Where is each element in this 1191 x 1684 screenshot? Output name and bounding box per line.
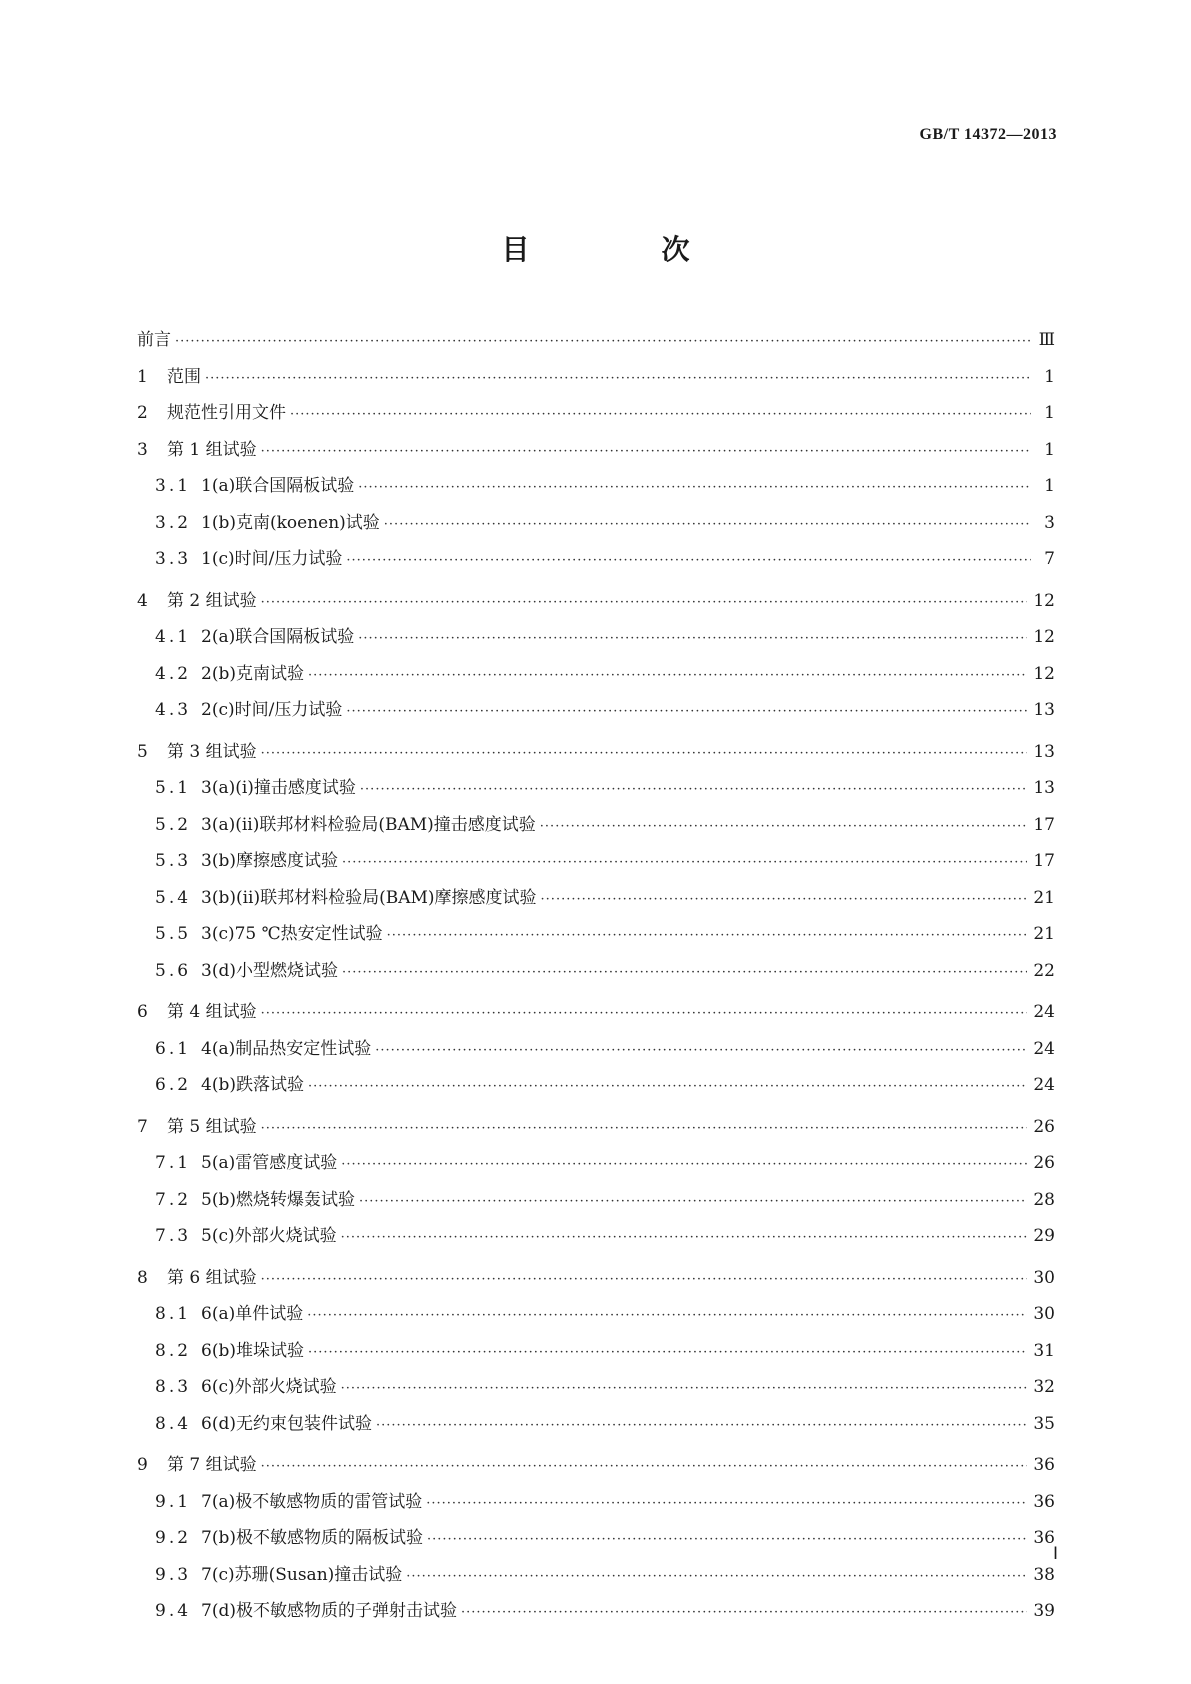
toc-entry-page[interactable]: 36 [1033,1491,1055,1512]
toc-entry-title[interactable]: 5(b)燃烧转爆轰试验 [201,1189,355,1210]
toc-entry-title[interactable]: 6(c)外部火烧试验 [201,1377,337,1397]
toc-dot-leader [358,629,1027,649]
toc-entry-page[interactable]: 24 [1033,1075,1055,1095]
toc-entry-title[interactable]: 3(d)小型燃烧试验 [201,960,338,981]
toc-entry-number: 6.1 [155,1038,192,1059]
toc-entry[interactable] [137,1268,1055,1290]
toc-dot-leader [261,593,1028,613]
toc-entry-title[interactable]: 范围 [167,366,201,387]
toc-entry-title[interactable]: 6(a)单件试验 [201,1304,304,1324]
toc-entry-title[interactable]: 3(b)(ii)联邦材料检验局(BAM)摩擦感度试验 [201,887,537,908]
toc-entry-title[interactable]: 前言 [137,330,171,350]
toc-dot-leader [341,1379,1028,1399]
toc-entry[interactable] [137,664,1055,686]
toc-entry-title[interactable]: 2(a)联合国隔板试验 [201,627,355,647]
toc-entry[interactable] [137,742,1055,764]
toc-dot-leader [346,702,1027,722]
toc-entry-page[interactable]: 12 [1033,627,1055,647]
toc-entry-title[interactable]: 4(b)跌落试验 [201,1075,304,1095]
toc-entry-page[interactable]: 1 [1044,476,1055,496]
toc-entry[interactable] [137,476,1055,498]
toc-entry-number: 9.4 [155,1601,192,1621]
toc-entry[interactable] [137,924,1055,946]
toc-entry[interactable] [137,1226,1055,1248]
toc-entry-number: 7.2 [155,1189,192,1210]
toc-entry-page[interactable]: 36 [1033,1528,1055,1548]
toc-dot-leader [261,1270,1028,1290]
standard-code: GB/T 14372—2013 [919,126,1057,143]
toc-entry-number: 3.3 [155,549,192,569]
toc-entry-number: 4 [137,590,151,611]
toc-entry-number: 3.2 [155,512,192,533]
toc-dot-leader [261,1004,1028,1024]
toc-dot-leader [375,1041,1027,1061]
toc-entry-number: 6.2 [155,1075,192,1095]
toc-entry-page[interactable]: 21 [1033,887,1055,908]
toc-dot-leader [541,890,1028,910]
toc-entry-page[interactable]: 31 [1033,1340,1055,1361]
toc-entry-page[interactable]: 29 [1033,1226,1055,1246]
toc-entry[interactable] [137,815,1055,837]
toc-entry-page[interactable]: 39 [1033,1601,1055,1621]
toc-entry-number: 4.1 [155,627,192,647]
toc-entry-number: 7.3 [155,1226,192,1246]
toc-dot-leader [376,1416,1027,1436]
toc-entry[interactable] [137,888,1055,910]
toc-entry-number: 8.1 [155,1304,192,1324]
toc-entry[interactable] [137,367,1055,389]
toc-entry-page[interactable]: 30 [1033,1267,1055,1288]
toc-dot-leader [290,405,1031,425]
toc-entry-number: 5.3 [155,851,192,871]
toc-entry[interactable] [137,330,1055,352]
toc-dot-leader [387,926,1028,946]
toc-entry-number: 2 [137,403,151,423]
toc-entry-number: 3.1 [155,476,192,496]
table-of-contents [137,330,1055,1623]
toc-entry-title[interactable]: 5(a)雷管感度试验 [201,1153,338,1173]
toc-entry-page[interactable]: 26 [1033,1153,1055,1173]
toc-entry-title[interactable]: 3(a)(ii)联邦材料检验局(BAM)撞击感度试验 [201,814,536,835]
toc-entry[interactable] [137,778,1055,800]
toc-entry-title[interactable]: 7(b)极不敏感物质的隔板试验 [201,1528,423,1548]
toc-dot-leader [307,1306,1027,1326]
toc-entry-page[interactable]: 1 [1044,439,1055,460]
toc-entry-number: 9.3 [155,1564,192,1585]
toc-entry-title[interactable]: 1(c)时间/压力试验 [201,549,343,569]
toc-entry-number: 4.2 [155,663,192,684]
toc-entry-number: 7 [137,1116,151,1137]
toc-entry[interactable] [137,1341,1055,1363]
toc-entry-title[interactable]: 3(b)摩擦感度试验 [201,851,338,871]
toc-entry-page[interactable]: Ⅲ [1038,330,1055,350]
toc-entry-title[interactable]: 2(c)时间/压力试验 [201,700,343,720]
toc-entry-number: 7.1 [155,1153,192,1173]
toc-entry-number: 5 [137,741,151,762]
toc-dot-leader [261,442,1031,462]
toc-entry[interactable] [137,513,1055,535]
toc-entry-page[interactable]: 24 [1033,1038,1055,1059]
toc-entry-title[interactable]: 7(a)极不敏感物质的雷管试验 [201,1491,423,1512]
toc-entry-title[interactable]: 规范性引用文件 [167,403,286,423]
toc-entry-title[interactable]: 3(c)75 ℃热安定性试验 [201,924,383,944]
toc-dot-leader [384,515,1031,535]
toc-entry-page[interactable]: 24 [1033,1002,1055,1022]
toc-entry[interactable] [137,1414,1055,1436]
toc-entry[interactable] [137,700,1055,722]
toc-entry-number: 8 [137,1267,151,1288]
toc-entry-page[interactable]: 1 [1044,366,1055,387]
toc-dot-leader [427,1530,1027,1550]
toc-entry-page[interactable]: 32 [1033,1377,1055,1397]
toc-entry-page[interactable]: 1 [1044,403,1055,423]
toc-entry-number: 5.2 [155,814,192,835]
toc-entry-title[interactable]: 7(c)苏珊(Susan)撞击试验 [201,1564,403,1585]
toc-entry[interactable] [137,1039,1055,1061]
toc-entry[interactable] [137,1377,1055,1399]
toc-entry[interactable] [137,961,1055,983]
toc-entry-page[interactable]: 35 [1033,1413,1055,1434]
toc-dot-leader [346,551,1031,571]
toc-entry-number: 3 [137,439,151,460]
toc-entry-title[interactable]: 第 7 组试验 [167,1455,257,1475]
toc-entry[interactable] [137,403,1055,425]
toc-entry-number: 9.1 [155,1491,192,1512]
toc-dot-leader [341,1155,1027,1175]
toc-entry-number: 6 [137,1002,151,1022]
toc-dot-leader [261,1119,1028,1139]
toc-entry-title[interactable]: 第 5 组试验 [167,1116,257,1137]
toc-entry[interactable] [137,1153,1055,1175]
toc-entry[interactable] [137,1601,1055,1623]
toc-entry[interactable] [137,1002,1055,1024]
toc-entry-number: 9.2 [155,1528,192,1548]
toc-entry-page[interactable]: 17 [1033,851,1055,871]
toc-dot-leader [308,1077,1027,1097]
toc-dot-leader [341,1228,1028,1248]
toc-dot-leader [540,817,1028,837]
toc-entry-title[interactable]: 3(a)(i)撞击感度试验 [201,778,356,798]
toc-entry-page[interactable]: 28 [1033,1189,1055,1210]
toc-entry-title[interactable]: 1(a)联合国隔板试验 [201,476,355,496]
toc-entry-number: 4.3 [155,700,192,720]
toc-dot-leader [205,369,1031,389]
toc-entry-page[interactable]: 13 [1033,741,1055,762]
toc-entry-number: 5.1 [155,778,192,798]
toc-entry-page[interactable]: 22 [1033,960,1055,981]
toc-entry[interactable] [137,440,1055,462]
toc-entry-number: 1 [137,366,151,387]
toc-title: 目 次 [501,233,742,266]
toc-dot-leader [359,1192,1027,1212]
toc-entry-page[interactable]: 21 [1033,924,1055,944]
toc-entry-title[interactable]: 7(d)极不敏感物质的子弹射击试验 [201,1601,457,1621]
toc-dot-leader [261,744,1028,764]
toc-entry-title[interactable]: 5(c)外部火烧试验 [201,1226,337,1246]
toc-entry[interactable] [137,1190,1055,1212]
toc-dot-leader [461,1603,1027,1623]
toc-dot-leader [342,853,1027,873]
toc-entry-page[interactable]: 12 [1033,663,1055,684]
toc-entry[interactable] [137,1075,1055,1097]
toc-entry-number: 5.5 [155,924,192,944]
toc-dot-leader [406,1567,1027,1587]
toc-dot-leader [308,666,1027,686]
page-number: Ⅰ [1052,1544,1058,1563]
toc-entry-number: 8.2 [155,1340,192,1361]
toc-entry[interactable] [137,1455,1055,1477]
toc-entry-page[interactable]: 30 [1033,1304,1055,1324]
toc-entry-number: 8.4 [155,1413,192,1434]
toc-entry-title[interactable]: 6(b)堆垛试验 [201,1340,304,1361]
toc-entry[interactable] [137,627,1055,649]
toc-entry-page[interactable]: 38 [1033,1564,1055,1585]
toc-entry[interactable] [137,1565,1055,1587]
toc-entry-title[interactable]: 1(b)克南(koenen)试验 [201,512,380,533]
toc-entry-page[interactable]: 26 [1033,1116,1055,1137]
toc-entry-page[interactable]: 13 [1033,700,1055,720]
toc-dot-leader [175,332,1031,352]
toc-entry-page[interactable]: 36 [1033,1455,1055,1475]
toc-entry-title[interactable]: 第 1 组试验 [167,439,257,460]
toc-entry-page[interactable]: 17 [1033,814,1055,835]
toc-entry[interactable] [137,591,1055,613]
toc-entry-title[interactable]: 2(b)克南试验 [201,663,304,684]
toc-dot-leader [261,1457,1028,1477]
toc-entry[interactable] [137,1304,1055,1326]
toc-entry[interactable] [137,1492,1055,1514]
toc-entry[interactable] [137,1117,1055,1139]
toc-dot-leader [342,963,1027,983]
toc-entry-title[interactable]: 第 4 组试验 [167,1002,257,1022]
toc-dot-leader [358,478,1031,498]
toc-entry-title[interactable]: 第 2 组试验 [167,590,257,611]
toc-dot-leader [426,1494,1027,1514]
toc-entry-title[interactable]: 4(a)制品热安定性试验 [201,1038,372,1059]
toc-entry-number: 5.6 [155,960,192,981]
toc-entry-title[interactable]: 6(d)无约束包装件试验 [201,1413,372,1434]
toc-entry-title[interactable]: 第 3 组试验 [167,741,257,762]
toc-entry[interactable] [137,851,1055,873]
toc-entry-number: 5.4 [155,887,192,908]
toc-dot-leader [360,780,1027,800]
toc-entry[interactable] [137,549,1055,571]
toc-dot-leader [308,1343,1027,1363]
toc-entry-number: 8.3 [155,1377,192,1397]
toc-entry-title[interactable]: 第 6 组试验 [167,1267,257,1288]
toc-entry-page[interactable]: 12 [1033,590,1055,611]
toc-entry-page[interactable]: 13 [1033,778,1055,798]
toc-entry-page[interactable]: 7 [1044,549,1055,569]
toc-entry-page[interactable]: 3 [1044,512,1055,533]
toc-entry-number: 9 [137,1455,151,1475]
toc-entry[interactable] [137,1528,1055,1550]
